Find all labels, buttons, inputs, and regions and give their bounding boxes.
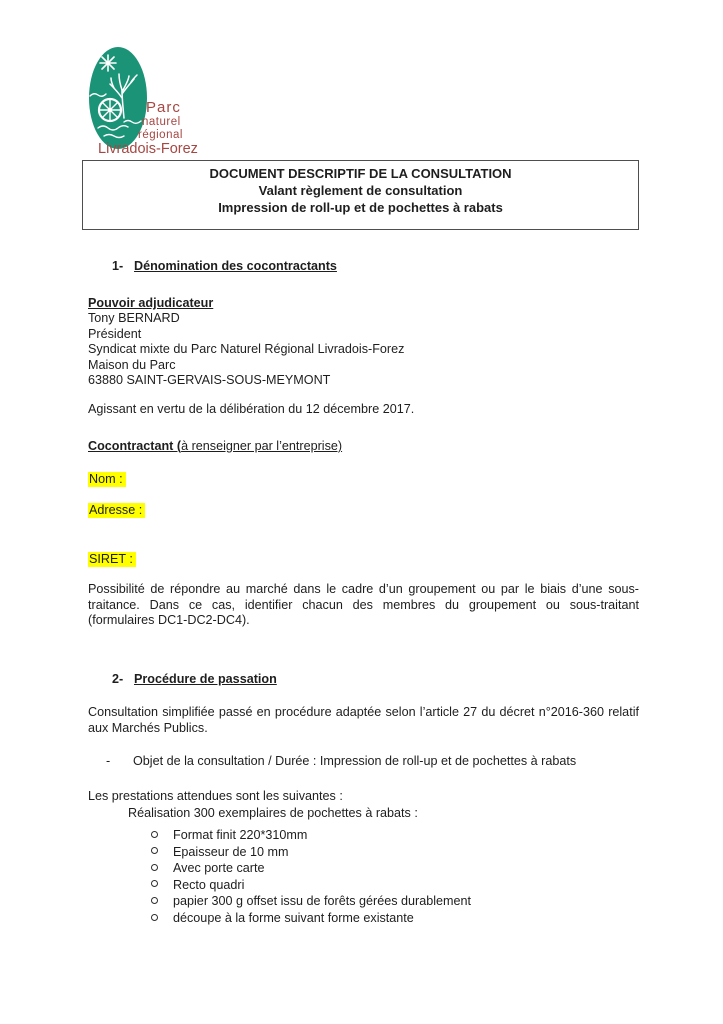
circle-bullet-icon [151,864,158,871]
nom-label: Nom : [88,472,126,487]
document-title-box [82,160,639,230]
prestations-intro: Les prestations attendues sont les suivantes : [88,789,343,803]
list-item [151,893,702,910]
address-line: Maison du Parc [88,357,176,372]
list-item-text: Avec porte carte [173,861,265,876]
address-line: Syndicat mixte du Parc Naturel Régional Livradois-Forez [88,342,405,356]
circle-bullet-icon [151,914,158,921]
possibilite-paragraph: Possibilité de répondre au marché dans le cadre d’un groupement ou par le biais d’une sous-traitance. Dans ce cas, identifier chacun des membres du groupement ou sous-traitant (formulaires DC1-DC2-DC4). [88,582,639,627]
objet-text: Objet de la consultation / Durée : Impression de roll-up et de pochettes à rabats [133,754,577,768]
address-line: 63880 SAINT-GERVAIS-SOUS-MEYMONT [88,373,331,387]
list-item-text: papier 300 g offset issu de forêts gérées durablement [173,894,472,909]
logo-word-regional: régional [138,129,183,141]
title-line-2: Valant règlement de consultation [258,182,463,198]
circle-bullet-icon [151,897,158,904]
cocontractant-heading [88,439,639,455]
logo-word-livradois-forez: Livradois-Forez [98,141,198,157]
list-item [151,860,702,877]
siret-label: SIRET : [88,552,136,567]
list-item [151,827,702,844]
cocontractant-heading-bold: Cocontractant ( [88,439,182,453]
circle-bullet-icon [151,880,158,887]
field-siret [88,552,639,568]
list-item [151,844,702,861]
pouvoir-adjudicateur-heading: Pouvoir adjudicateur [88,296,214,310]
list-item-text: Epaisseur de 10 mm [173,844,289,859]
circle-bullet-icon [151,847,158,854]
list-item-text: Format finit 220*310mm [173,828,308,842]
adjudicateur-address-block [88,311,639,389]
realisation-line: Réalisation 300 exemplaires de pochettes à rabats : [128,806,418,820]
title-line-1: DOCUMENT DESCRIPTIF DE LA CONSULTATION [209,166,512,181]
list-item-text: Recto quadri [173,877,245,892]
consultation-paragraph: Consultation simplifiée passé en procédure adaptée selon l’article 27 du décret n°2016-360 relatif aux Marchés Publics. [88,705,639,735]
objet-line [88,754,639,770]
section-2-title: Procédure de passation [134,672,277,686]
section-2-number: 2- [112,672,124,686]
section-1-number: 1- [112,259,124,273]
logo-word-naturel: naturel [142,116,181,128]
section-1-heading [88,259,663,275]
field-nom [88,472,639,488]
circle-bullet-icon [151,831,158,838]
deliberation-text: Agissant en vertu de la délibération du 12 décembre 2017. [88,402,415,416]
logo-word-parc: Parc [146,99,181,116]
section-2-heading [88,672,663,688]
adresse-label: Adresse : [88,503,145,518]
list-item-text: découpe à la forme suivant forme existante [173,910,414,925]
list-item [151,910,702,927]
address-line: Tony BERNARD [88,311,180,325]
cocontractant-heading-rest: à renseigner par l’entreprise) [181,439,343,453]
field-adresse [88,503,639,519]
address-line: Président [88,326,142,341]
dash-bullet: - [106,754,111,768]
specifications-list [88,827,702,927]
section-1-title: Dénomination des cocontractants [134,259,337,273]
title-line-3: Impression de roll-up et de pochettes à rabats [218,199,503,215]
list-item [151,877,702,894]
